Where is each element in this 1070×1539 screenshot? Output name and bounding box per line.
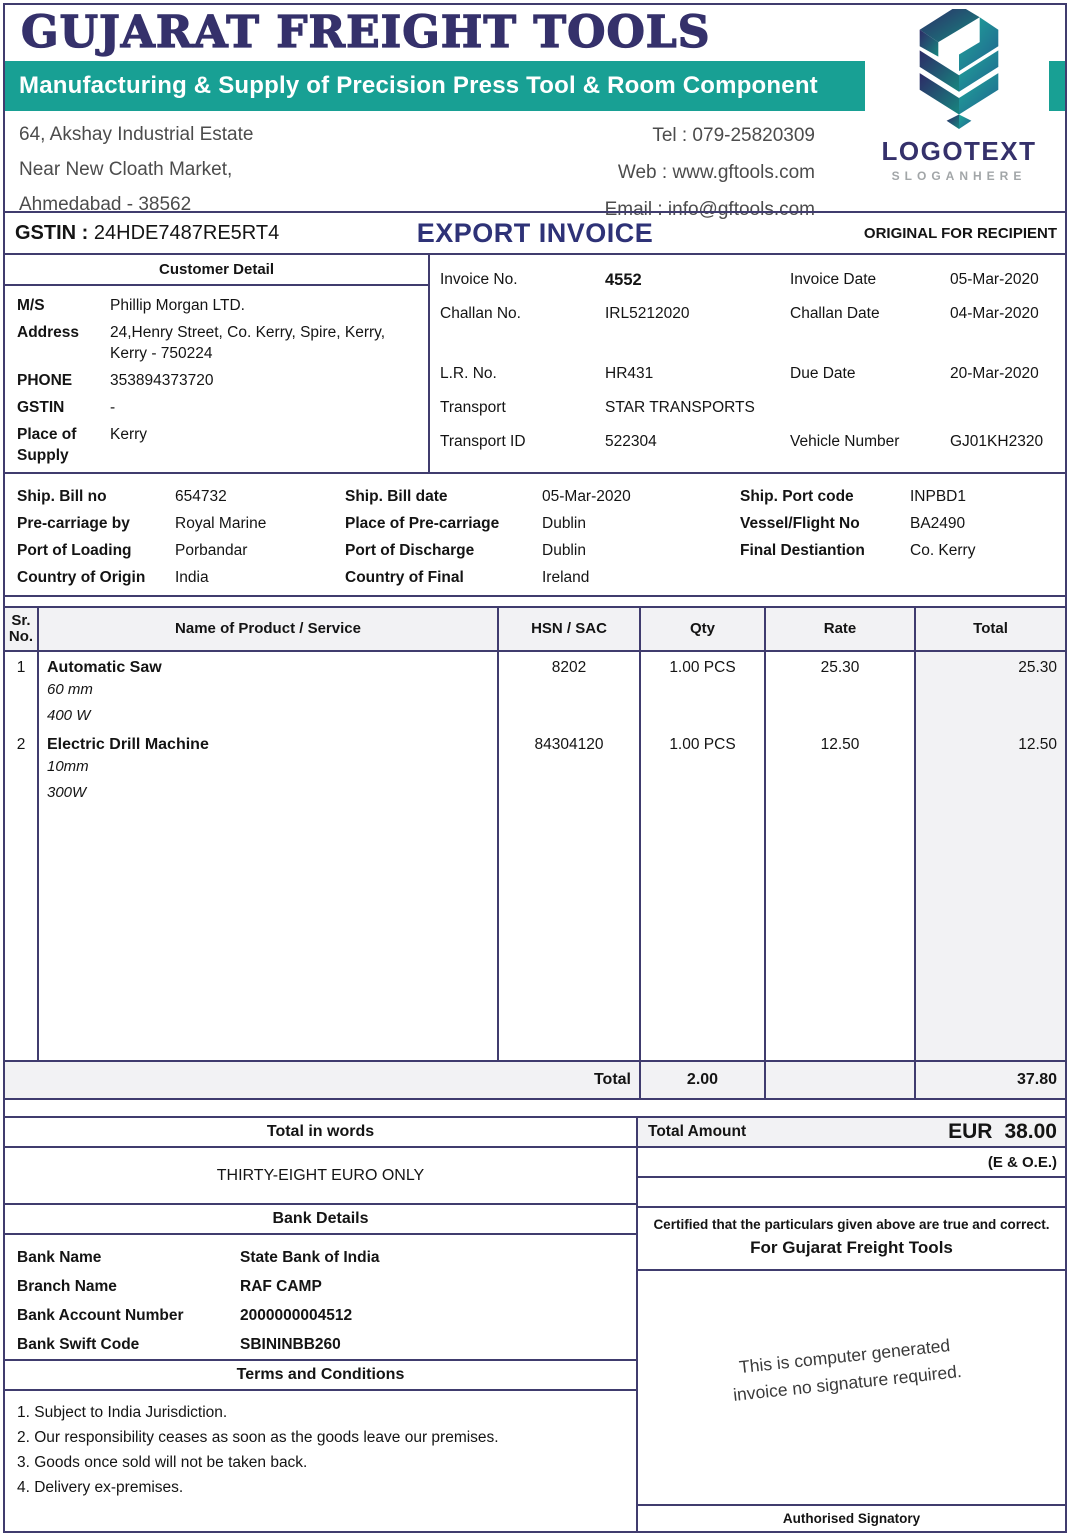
meta-value: 04-Mar-2020 [950,305,1039,322]
item-sr: 1 [5,652,39,729]
field-value: Kerry [110,426,148,443]
item-name-cell [39,729,499,806]
footer-right-column [638,1118,1065,1531]
field-value: Phillip Morgan LTD. [110,297,245,314]
meta-row [440,425,1065,459]
meta-label: Vehicle Number [790,433,900,450]
field-label: Address [17,324,80,341]
company-name: GUJARAT FREIGHT TOOLS [21,7,711,58]
copy-type-label: ORIGINAL FOR RECIPIENT [863,224,1057,242]
ship-value: Dublin [542,541,586,559]
ship-value: BA2490 [910,514,966,532]
total-amount-label: Total Amount [648,1123,747,1140]
bank-details [5,1235,636,1361]
customer-row [17,370,422,391]
meta-label: Invoice No. [440,271,518,288]
col-header-hsn: HSN / SAC [499,608,641,650]
ship-value: Royal Marine [175,514,267,532]
meta-value: HR431 [605,365,654,382]
meta-value: STAR TRANSPORTS [605,399,755,416]
bank-value: 2000000004512 [240,1306,353,1324]
authorised-signatory-label: Authorised Signatory [782,1511,921,1526]
shipping-row [17,510,1065,537]
ship-label: Ship. Bill no [17,487,107,505]
blank-row [638,1178,1065,1208]
address-line: Near New Cloath Market, [19,159,233,180]
item-hsn: 8202 [499,652,641,729]
address-value-line: Kerry - 750224 [110,345,213,362]
bank-label: Bank Swift Code [17,1335,140,1353]
shipping-row [17,483,1065,510]
bank-label: Bank Name [17,1248,102,1266]
total-in-words-value: THIRTY-EIGHT EURO ONLY [5,1148,636,1205]
certification-block [638,1208,1065,1271]
ship-value: Co. Kerry [910,541,976,559]
ship-label: Ship. Bill date [345,487,448,505]
terms-item: 1. Subject to India Jurisdiction. [17,1404,228,1421]
gstin-value: 24HDE7487RE5RT4 [93,221,280,244]
footer-section [5,1116,1065,1531]
total-in-words-title: Total in words [5,1118,636,1148]
bank-value: SBININBB260 [240,1335,341,1353]
meta-label: L.R. No. [440,365,497,382]
customer-row [17,424,422,466]
col-header-product: Name of Product / Service [39,608,499,650]
field-label: Place of Supply [17,426,77,464]
tagline-band-endcap [1049,61,1065,111]
bank-row [17,1301,636,1330]
signature-space [638,1271,1065,1506]
for-company-text: For Gujarat Freight Tools [750,1238,953,1257]
item-qty: 1.00 PCS [641,729,766,806]
items-table [5,606,1065,1100]
address-line: 64, Akshay Industrial Estate [19,124,254,145]
customer-fields [5,286,428,472]
item-total: 12.50 [916,729,1065,806]
meta-section [5,255,1065,474]
item-spec: 300W [47,784,87,801]
meta-label: Invoice Date [790,271,877,288]
footer-left-column [5,1118,638,1531]
meta-row [440,263,1065,297]
ship-value: Ireland [542,568,590,586]
total-amount-row [638,1118,1065,1148]
field-label: GSTIN [17,399,65,416]
ship-label: Pre-carriage by [17,514,130,532]
bank-value: RAF CAMP [240,1277,322,1295]
meta-label: Due Date [790,365,856,382]
terms-item: 3. Goods once sold will not be taken back. [17,1454,308,1471]
field-label: M/S [17,297,45,314]
ship-label: Place of Pre-carriage [345,514,500,532]
eoe-label: (E & O.E.) [638,1148,1065,1178]
meta-label: Challan No. [440,305,521,322]
item-total: 25.30 [916,652,1065,729]
table-row [5,652,1065,729]
total-row-label: Total [5,1062,641,1098]
ship-value: 05-Mar-2020 [542,487,631,505]
tagline-band [5,61,865,111]
item-name: Automatic Saw [47,659,162,676]
ship-value: Porbandar [175,541,248,559]
title-bar [5,211,1065,255]
filler-cell [5,806,39,1060]
customer-detail-box [5,255,430,472]
shipping-row [17,564,1065,591]
item-rate: 12.50 [766,729,916,806]
ship-value: INPBD1 [910,487,966,505]
bank-row [17,1243,636,1272]
item-spec: 10mm [47,758,89,775]
field-value: - [110,399,116,416]
meta-label: Transport [440,399,506,416]
item-rate: 25.30 [766,652,916,729]
letterhead [5,5,1065,220]
customer-detail-title: Customer Detail [5,255,428,286]
item-name: Electric Drill Machine [47,736,209,753]
field-value: 353894373720 [110,372,214,389]
filler-cell [641,806,766,1060]
terms-item: 2. Our responsibility ceases as soon as the goods leave our premises. [17,1429,499,1446]
meta-label: Challan Date [790,305,880,322]
item-hsn: 84304120 [499,729,641,806]
amount-number: 38.00 [1004,1120,1057,1143]
ship-label: Final Destiantion [740,541,865,559]
col-header-total: Total [973,620,1008,637]
shipping-section [5,474,1065,597]
contact-web: Web : www.gftools.com [617,162,815,183]
total-amount-cell: 37.80 [1016,1071,1057,1088]
col-header-qty: Qty [641,608,766,650]
ship-value: 654732 [175,487,227,505]
document-title: EXPORT INVOICE [416,217,654,248]
gstin-label: GSTIN : [15,221,89,244]
invoice-number: 4552 [605,270,642,289]
terms-list [5,1391,636,1531]
table-total-row [5,1060,1065,1098]
contact-email: Email : info@gftools.com [604,199,815,220]
shipping-row [17,537,1065,564]
ship-value: Dublin [542,514,586,532]
filler-cell [766,806,916,1060]
section-spacer [5,1100,1065,1116]
total-qty: 2.00 [641,1062,766,1098]
col-header-sr-no: Sr. No. [5,608,39,650]
filler-cell [39,806,499,1060]
terms-title: Terms and Conditions [5,1361,636,1391]
field-label: PHONE [17,372,73,389]
bank-value: State Bank of India [240,1248,380,1266]
logo-slogan: SLOGANHERE [891,169,1027,183]
bank-row [17,1330,636,1359]
meta-row [440,391,1065,425]
items-table-header [5,608,1065,652]
ship-label: Port of Loading [17,541,132,559]
table-row [5,729,1065,806]
invoice-meta-box [430,255,1065,472]
ship-label: Vessel/Flight No [740,514,860,532]
bank-details-title: Bank Details [5,1205,636,1235]
company-address [19,117,253,222]
col-header-rate: Rate [766,608,916,650]
item-spec: 400 W [47,707,91,724]
address-value-line: 24,Henry Street, Co. Kerry, Spire, Kerry, [110,324,386,341]
ship-label: Port of Discharge [345,541,475,559]
company-logo [871,9,1047,183]
field-value [110,322,422,364]
computer-generated-watermark: This is computer generated invoice no signature required. [731,1335,963,1405]
filler-cell [499,806,641,1060]
ship-label: Country of Origin [17,568,146,586]
ship-label: Ship. Port code [740,487,854,505]
total-amount-value [948,1120,1057,1144]
customer-row [17,322,422,364]
currency-code: EUR [948,1120,993,1143]
meta-row [440,357,1065,391]
item-spec: 60 mm [47,681,93,698]
bank-label: Bank Account Number [17,1306,184,1324]
address-line: Ahmedabad - 38562 [19,194,192,215]
table-filler [5,806,1065,1060]
logo-text: LOGOTEXT [881,136,1037,166]
invoice-page [3,3,1067,1533]
customer-row [17,397,422,418]
meta-spacer [440,331,1065,357]
bank-label: Branch Name [17,1277,117,1295]
bank-row [17,1272,636,1301]
item-sr: 2 [5,729,39,806]
meta-row [440,297,1065,331]
contact-tel: Tel : 079-25820309 [652,125,815,146]
terms-item: 4. Delivery ex-premises. [17,1479,184,1496]
item-name-cell [39,652,499,729]
company-tagline: Manufacturing & Supply of Precision Press Tool & Room Component [19,72,818,99]
certified-text: Certified that the particulars given above are true and correct. [653,1217,1050,1232]
company-logo-icon [907,9,1011,129]
meta-value: GJ01KH2320 [950,433,1044,450]
meta-value: 522304 [605,433,657,450]
meta-value: IRL5212020 [605,305,690,322]
ship-label: Country of Final [345,568,464,586]
meta-value: 05-Mar-2020 [950,271,1039,288]
total-rate-empty [766,1062,916,1098]
meta-value: 20-Mar-2020 [950,365,1039,382]
meta-label: Transport ID [440,433,526,450]
filler-cell [916,806,1065,1060]
customer-row [17,295,422,316]
section-spacer [5,597,1065,606]
ship-value: India [175,568,209,586]
item-qty: 1.00 PCS [641,652,766,729]
